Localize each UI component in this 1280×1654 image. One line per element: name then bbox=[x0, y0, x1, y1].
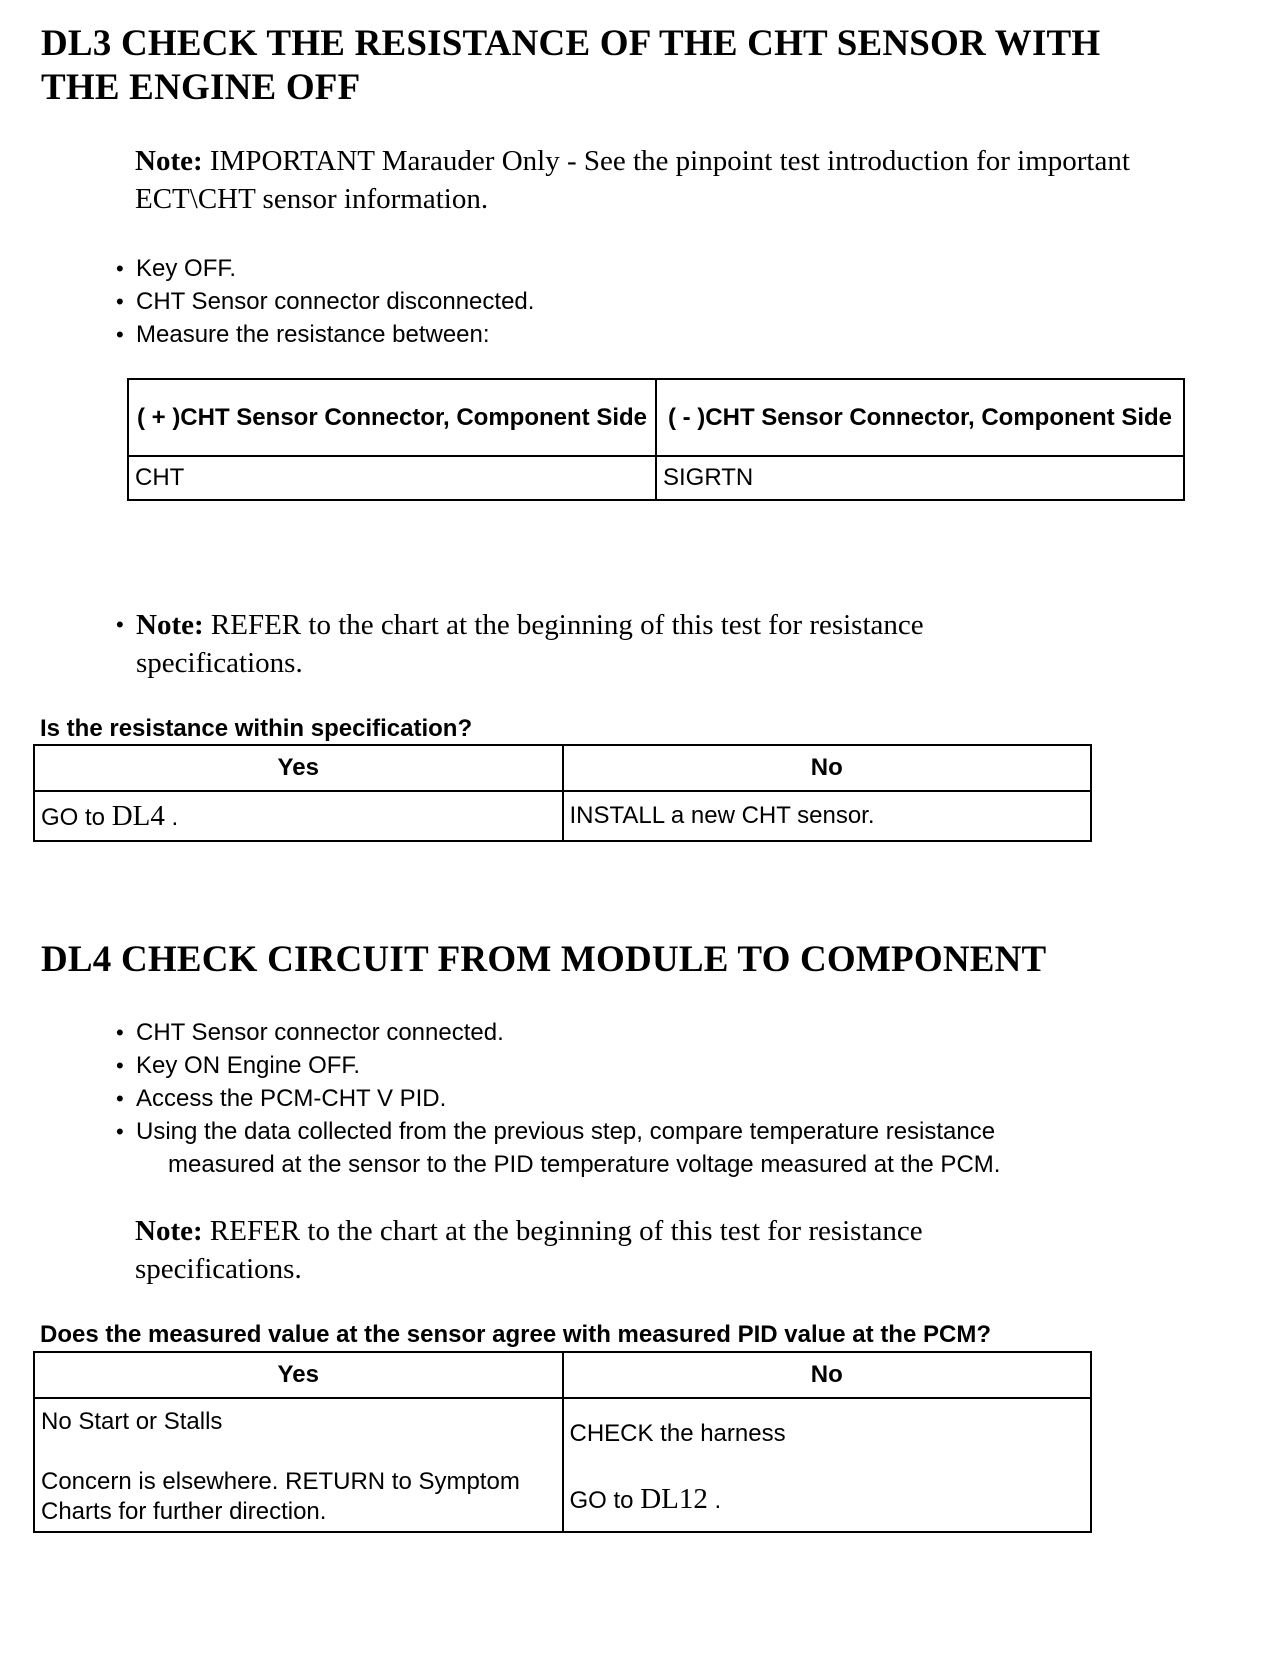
measure-header-negative: ( - )CHT Sensor Connector, Component Side bbox=[656, 379, 1184, 456]
list-item: • Using the data collected from the previous step, compare temperature resistance measured at the sensor to the PID temperature voltage measured at the PCM. bbox=[114, 1115, 1114, 1181]
dl4-note-text: REFER to the chart at the beginning of this test for resistance specifications. bbox=[135, 1215, 923, 1285]
bullet-icon: • bbox=[116, 289, 124, 314]
dl4-answer-table bbox=[33, 1351, 1092, 1533]
dl3-heading bbox=[41, 22, 1241, 110]
dl3-bullet-list bbox=[114, 252, 1014, 351]
bullet-icon: • bbox=[116, 1053, 124, 1078]
dl3-question: Is the resistance within specification? bbox=[40, 715, 473, 742]
dl3-note bbox=[135, 142, 1135, 218]
answer-header-no: No bbox=[563, 745, 1092, 791]
dl3-note-text: IMPORTANT Marauder Only - See the pinpoint test introduction for important ECT\CHT sensor information. bbox=[135, 145, 1130, 215]
dl3-heading-line1: DL3 CHECK THE RESISTANCE OF THE CHT SENSOR WITH bbox=[41, 23, 1101, 64]
answer-cell-yes: GO to DL4 . bbox=[34, 791, 563, 841]
bullet-icon: • bbox=[116, 1086, 124, 1111]
dl4-note bbox=[135, 1212, 1035, 1288]
answer-header-yes: Yes bbox=[34, 1352, 563, 1398]
dl4-bullet-list bbox=[114, 1016, 1114, 1181]
dl3-note-label: Note: bbox=[135, 145, 203, 177]
answer-cell-no: CHECK the harness GO to DL12 . bbox=[563, 1398, 1092, 1532]
measure-cell-negative: SIGRTN bbox=[656, 456, 1184, 500]
dl3-heading-line2: THE ENGINE OFF bbox=[41, 67, 361, 108]
dl3-measure-table bbox=[127, 378, 1185, 501]
answer-cell-yes: No Start or Stalls Concern is elsewhere. RETURN to Symptom Charts for further direction. bbox=[34, 1398, 563, 1532]
bullet-icon: • bbox=[116, 1119, 124, 1144]
measure-header-positive: ( + )CHT Sensor Connector, Component Side bbox=[128, 379, 656, 456]
list-item: • CHT Sensor connector connected. bbox=[114, 1016, 1114, 1049]
list-item: • Access the PCM-CHT V PID. bbox=[114, 1082, 1114, 1115]
list-item: • CHT Sensor connector disconnected. bbox=[114, 285, 1014, 318]
dl3-bullet-note-text: REFER to the chart at the beginning of this test for resistance specifications. bbox=[136, 609, 924, 679]
answer-header-yes: Yes bbox=[34, 745, 563, 791]
bullet-icon: • bbox=[116, 256, 124, 281]
measure-cell-positive: CHT bbox=[128, 456, 656, 500]
dl3-bullet-note-label: Note: bbox=[136, 609, 204, 641]
answer-cell-no: INSTALL a new CHT sensor. bbox=[563, 791, 1092, 841]
dl4-question: Does the measured value at the sensor agree with measured PID value at the PCM? bbox=[40, 1321, 991, 1348]
answer-header-no: No bbox=[563, 1352, 1092, 1398]
bullet-icon: • bbox=[116, 1020, 124, 1045]
bullet-icon: • bbox=[116, 612, 124, 637]
dl3-bullet-note bbox=[114, 606, 1086, 682]
list-item: • Measure the resistance between: bbox=[114, 318, 1014, 351]
dl4-heading: DL4 CHECK CIRCUIT FROM MODULE TO COMPONENT bbox=[41, 939, 1047, 980]
dl4-link[interactable]: DL4 bbox=[111, 799, 165, 832]
dl3-answer-table bbox=[33, 744, 1092, 842]
bullet-icon: • bbox=[116, 322, 124, 347]
dl4-note-label: Note: bbox=[135, 1215, 203, 1247]
dl12-link[interactable]: DL12 bbox=[640, 1483, 708, 1515]
list-item: • Key OFF. bbox=[114, 252, 1014, 285]
list-item: • Key ON Engine OFF. bbox=[114, 1049, 1114, 1082]
